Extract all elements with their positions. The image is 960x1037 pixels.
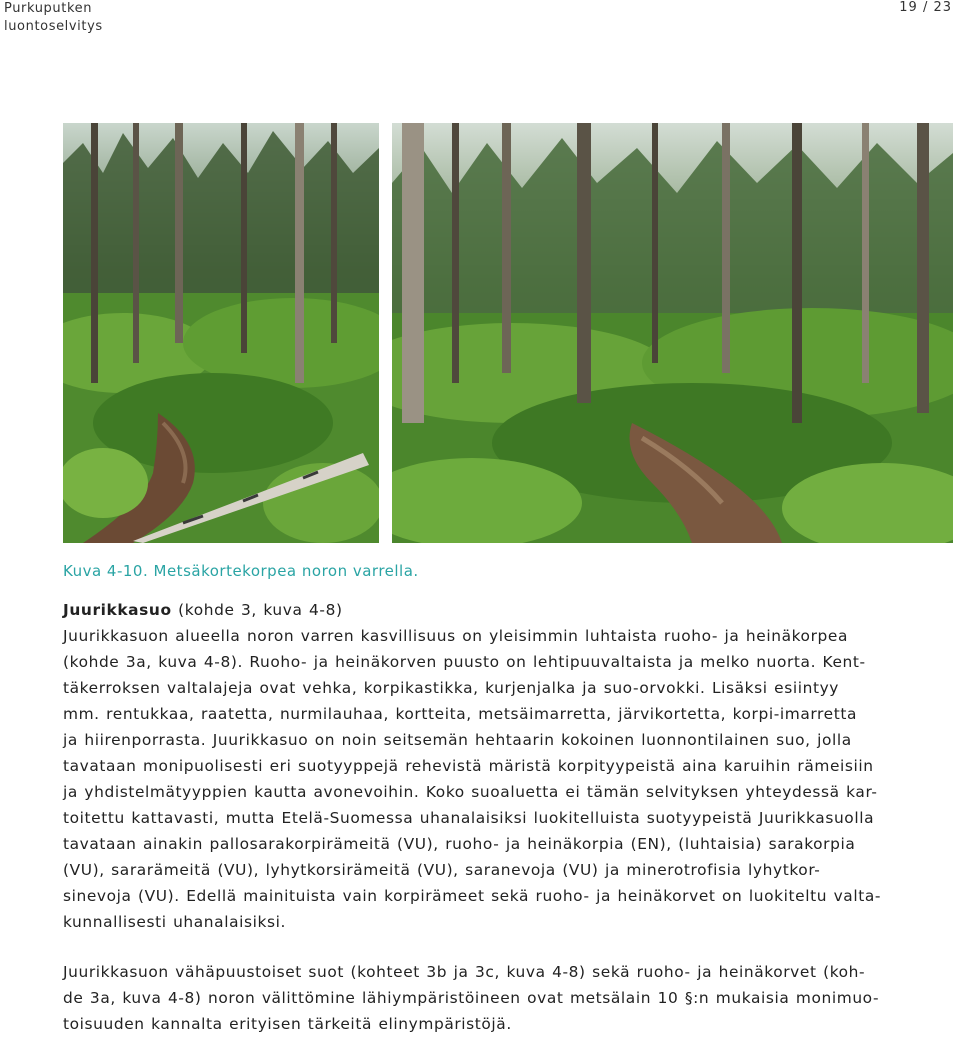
text-line: (kohde 3a, kuva 4-8). Ruoho- ja heinäkorven puusto on lehtipuuvaltaista ja melko nuorta. Kent- [63,653,866,671]
paragraph-forest-act [63,959,953,1037]
text-line: (VU), sararämeitä (VU), lyhytkorsirämeitä (VU), saranevoja (VU) ja minerotrofisia lyhytkor- [63,861,821,879]
text-line: kunnallisesti uhanalaisiksi. [63,913,286,931]
text-line: mm. rentukkaa, raatetta, nurmilauhaa, kortteita, metsäimarretta, järvikortetta, korpi-imarretta [63,705,857,723]
document-title [4,0,103,36]
text-line: toitettu kattavasti, mutta Etelä-Suomessa uhanalaisiksi luokitelluista suotyypeistä Juurikkasuolla [63,809,875,827]
text-line: ja hiirenporrasta. Juurikkasuo on noin seitsemän hehtaarin kokoinen luonnontilainen suo, jolla [63,731,852,749]
text-line: ja yhdistelmätyyppien kautta avonevoihin. Koko suoaluetta ei tämän selvityksen yhteydessä kar- [63,783,878,801]
text-line: Juurikkasuon vähäpuustoiset suot (kohteet 3b ja 3c, kuva 4-8) sekä ruoho- ja heinäkorvet (koh- [63,963,866,981]
section-heading-line [63,597,953,623]
section-heading-ref: (kohde 3, kuva 4-8) [171,601,343,619]
text-line: sinevoja (VU). Edellä mainituista vain korpirämeet sekä ruoho- ja heinäkorvet on luokiteltu valta- [63,887,882,905]
document-title-line2: luontoselvitys [4,19,103,34]
text-line: toisuuden kannalta erityisen tärkeitä elinympäristöjä. [63,1015,512,1033]
figure-caption: Kuva 4-10. Metsäkortekorpea noron varrella. [63,562,419,580]
photo-forest-brook-right [392,123,953,543]
document-title-line1: Purkuputken [4,1,93,16]
page-number: 19 / 23 [899,0,952,15]
photo-forest-brook-left [63,123,379,543]
text-line: de 3a, kuva 4-8) noron välittömine lähiympäristöineen ovat metsälain 10 §:n mukaisia monimuo- [63,989,880,1007]
text-line: tavataan monipuolisesti eri suotyyppejä rehevistä märistä korpityypeistä aina karuihin rämeisiin [63,757,874,775]
paragraph-juurikkasuo [63,597,953,935]
text-line: Juurikkasuon alueella noron varren kasvillisuus on yleisimmin luhtaista ruoho- ja heinäkorpea [63,627,848,645]
text-line: täkerroksen valtalajeja ovat vehka, korpikastikka, kurjenjalka ja suo-orvokki. Lisäksi esiintyy [63,679,840,697]
text-line: tavataan ainakin pallosarakorpirämeitä (VU), ruoho- ja heinäkorpia (EN), (luhtaisia) sarakorpia [63,835,856,853]
section-heading: Juurikkasuo [63,601,172,619]
